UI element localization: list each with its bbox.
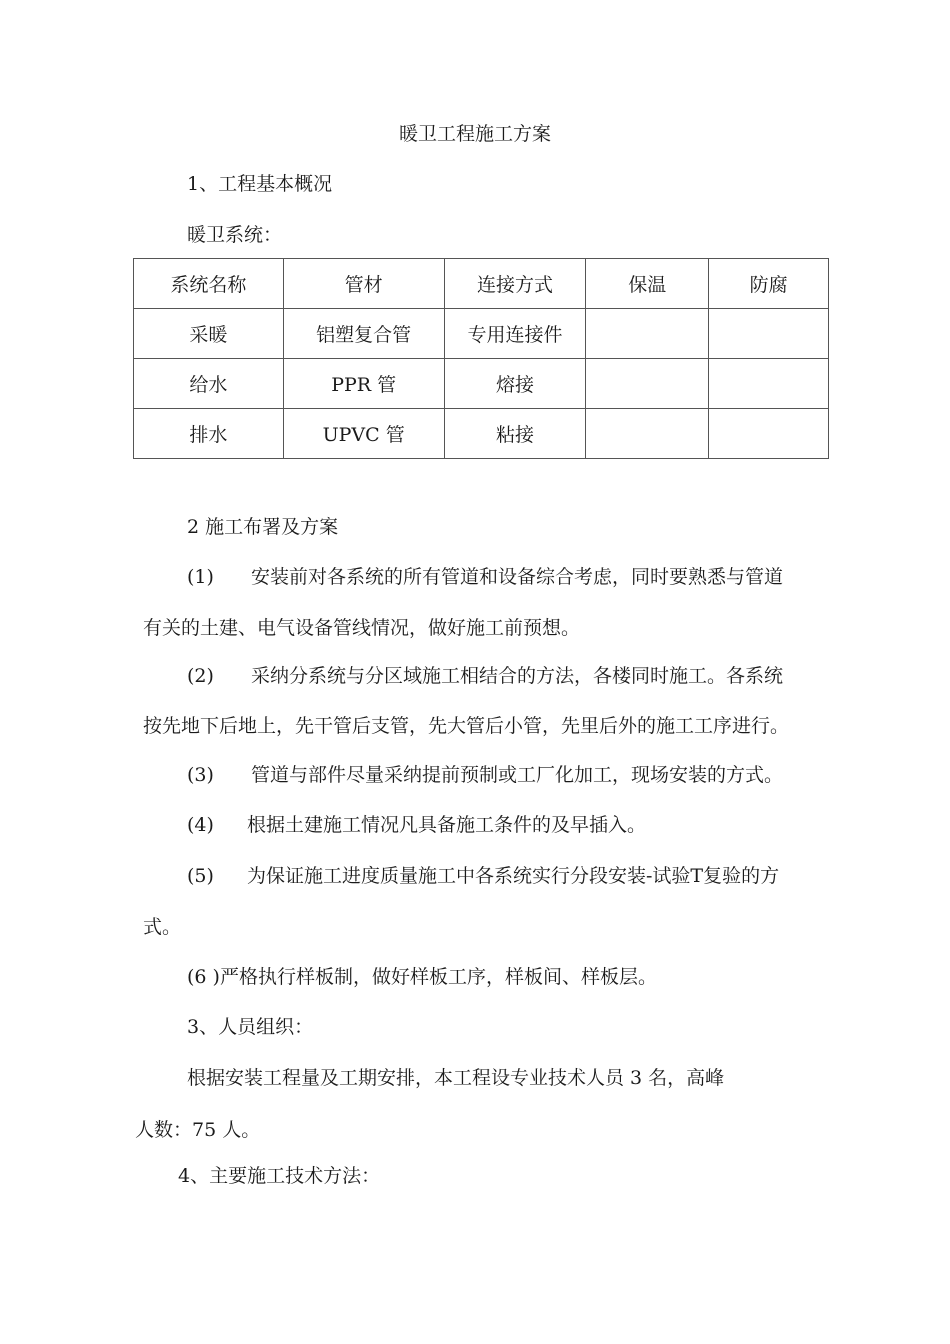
document-title: 暖卫工程施工方案 bbox=[398, 123, 551, 145]
item-text: 根据土建施工情况凡具备施工条件的及早插入。 bbox=[247, 814, 647, 836]
item-number: (3) bbox=[187, 764, 214, 786]
table-cell: 排水 bbox=[134, 409, 284, 459]
item-4 bbox=[187, 812, 646, 838]
header-cell: 连接方式 bbox=[444, 259, 586, 309]
table-cell: UPVC 管 bbox=[283, 409, 444, 459]
table-cell bbox=[586, 359, 709, 409]
table-row bbox=[134, 409, 829, 459]
staffing-paragraph-line-1: 根据安装工程量及工期安排，本工程设专业技术人员 3 名，高峰 bbox=[187, 1067, 725, 1089]
item-5-line-2: 式。 bbox=[143, 916, 182, 938]
section-1-heading: 1、工程基本概况 bbox=[187, 173, 333, 195]
table-cell bbox=[586, 309, 709, 359]
header-cell: 系统名称 bbox=[134, 259, 284, 309]
table-cell: 铝塑复合管 bbox=[283, 309, 444, 359]
item-text: 为保证施工进度质量施工中各系统实行分段安装-试验T复验的方 bbox=[247, 865, 780, 887]
item-number: (2) bbox=[187, 665, 214, 687]
table-cell bbox=[709, 359, 829, 409]
section-4-heading: 4、主要施工技术方法： bbox=[178, 1165, 381, 1187]
item-number: (4) bbox=[187, 814, 214, 836]
table-cell bbox=[709, 409, 829, 459]
item-5-line-1 bbox=[187, 863, 779, 889]
table-row bbox=[134, 359, 829, 409]
item-text: 安装前对各系统的所有管道和设备综合考虑，同时要熟悉与管道 bbox=[251, 566, 784, 588]
section-3-heading: 3、人员组织： bbox=[187, 1016, 314, 1038]
section-2-heading: 2 施工布署及方案 bbox=[187, 516, 339, 538]
item-3 bbox=[187, 762, 783, 788]
header-cell: 保温 bbox=[586, 259, 709, 309]
item-text: 采纳分系统与分区域施工相结合的方法，各楼同时施工。各系统 bbox=[251, 665, 784, 687]
table-cell: PPR 管 bbox=[283, 359, 444, 409]
table-cell: 粘接 bbox=[444, 409, 586, 459]
header-cell: 防腐 bbox=[709, 259, 829, 309]
header-cell: 管材 bbox=[283, 259, 444, 309]
table-cell: 采暖 bbox=[134, 309, 284, 359]
item-1-line-2: 有关的土建、电气设备管线情况，做好施工前预想。 bbox=[143, 617, 581, 639]
heating-system-label: 暖卫系统： bbox=[187, 224, 283, 246]
table-cell bbox=[586, 409, 709, 459]
item-number: (5) bbox=[187, 865, 214, 887]
item-2-line-1 bbox=[187, 663, 783, 689]
table-cell: 给水 bbox=[134, 359, 284, 409]
item-1-line-1 bbox=[187, 564, 783, 590]
item-text: 管道与部件尽量采纳提前预制或工厂化加工，现场安装的方式。 bbox=[251, 764, 784, 786]
item-6: (6 )严格执行样板制，做好样板工序，样板间、样板层。 bbox=[187, 966, 657, 988]
item-number: (1) bbox=[187, 566, 214, 588]
table-cell: 专用连接件 bbox=[444, 309, 586, 359]
table-row bbox=[134, 309, 829, 359]
staffing-paragraph-line-2: 人数：75 人。 bbox=[135, 1119, 261, 1141]
item-2-line-2: 按先地下后地上，先干管后支管，先大管后小管，先里后外的施工工序进行。 bbox=[143, 715, 790, 737]
table-header-row bbox=[134, 259, 829, 309]
table-cell bbox=[709, 309, 829, 359]
system-table bbox=[133, 258, 829, 459]
table-cell: 熔接 bbox=[444, 359, 586, 409]
